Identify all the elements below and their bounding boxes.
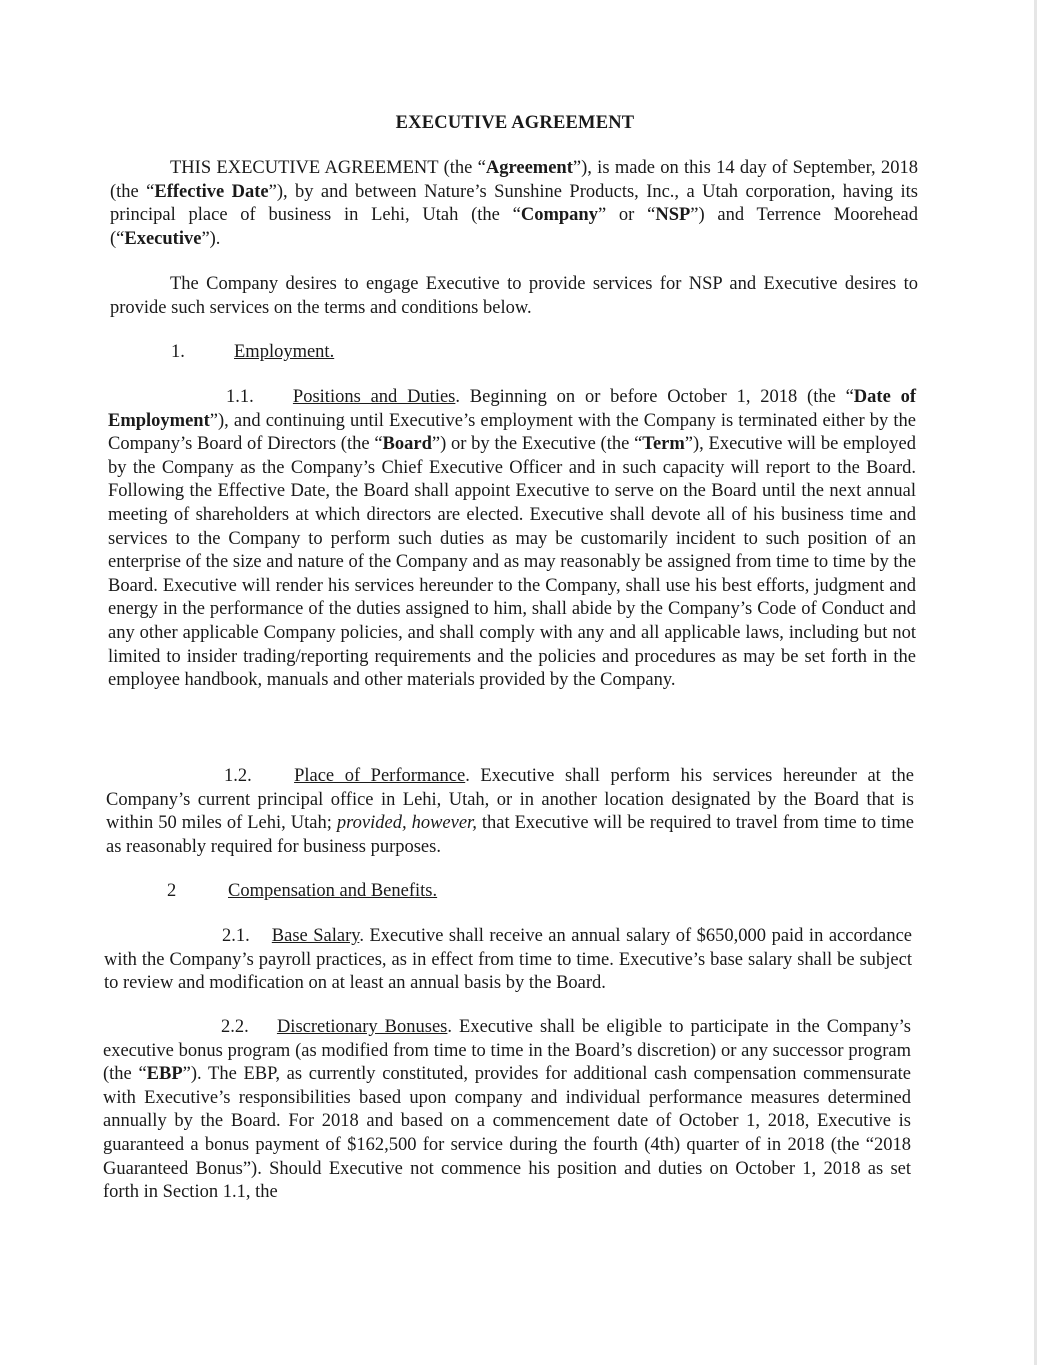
section-1-number: 1. (171, 342, 185, 362)
page-edge-shadow (1034, 0, 1037, 1365)
section-2-heading: Compensation and Benefits. (228, 881, 438, 901)
intro-paragraph: THIS EXECUTIVE AGREEMENT (the “Agreement”), is made on this 14 day of September, 2018 (the “Effective Date”), by and between Nature’s Sunshine Products, Inc., a Utah corporation, having its principal place of business in Lehi, Utah (the “Company” or “NSP”) and Terrence Moorehead (“Executive”). (110, 158, 918, 249)
section-2-1-paragraph: 2.1. Base Salary. Executive shall receive an annual salary of $650,000 paid in accordance with the Company’s payroll practices, as in effect from time to time. Executive’s base salary shall be subject to review and modification on at least an annual basis by the Board. (104, 926, 912, 994)
section-1-heading: Employment. (234, 342, 335, 362)
section-2-2-heading: Discretionary Bonuses (276, 1017, 448, 1037)
section-2-1-number: 2.1. (222, 926, 250, 946)
section-1-1-heading: Positions and Duties (292, 387, 456, 407)
document-title: EXECUTIVE AGREEMENT (395, 113, 635, 133)
section-2-number: 2 (167, 881, 177, 901)
section-2-1-heading: Base Salary (271, 926, 360, 946)
section-2-2-paragraph: 2.2. Discretionary Bonuses. Executive shall be eligible to participate in the Company’s executive bonus program (as modified from time to time in the Board’s discretion) or any successor program (the “EBP”). The EBP, as currently constituted, provides for additional cash compensation commensurate with Executive’s responsibilities based upon company and individual performance measures determined annually by the Board. For 2018 and based on a commencement date of October 1, 2018, Executive is guaranteed a bonus payment of $162,500 for service during the fourth (4th) quarter of in 2018 (the “2018 Guaranteed Bonus”). Should Executive not commence his position and duties on October 1, 2018 as set forth in Section 1.1, the (103, 1017, 911, 1203)
section-2-2-number: 2.2. (221, 1017, 249, 1037)
recital-paragraph: The Company desires to engage Executive to provide services for NSP and Executive desires to provide such services on the terms and conditions below. (110, 274, 918, 318)
section-1-2-paragraph: 1.2. Place of Performance. Executive shall perform his services hereunder at the Company’s current principal office in Lehi, Utah, or in another location designated by the Board that is within 50 miles of Lehi, Utah; provided, however, that Executive will be required to travel from time to time as reasonably required for business purposes. (106, 766, 915, 857)
section-1-1-number: 1.1. (226, 387, 254, 407)
section-1-1-paragraph: 1.1. Positions and Duties. Beginning on or before October 1, 2018 (the “Date of Employment”), and continuing until Executive’s employment with the Company is terminated either by the Company’s Board of Directors (the “Board”) or by the Executive (the “Term”), Executive will be employed by the Company as the Company’s Chief Executive Officer and in such capacity will report to the Board. Following the Effective Date, the Board shall appoint Executive to serve on the Board until the next annual meeting of shareholders at which directors are elected. Executive shall devote all of his business time and services to the Company to perform such duties as may be customarily incident to such position of an enterprise of the size and nature of the Company and as may reasonably be assigned from time to time by the Board. Executive will render his services hereunder to the Company, shall use his best efforts, judgment and energy in the performance of the duties assigned to him, shall abide by the Company’s Code of Conduct and any other applicable Company policies, and shall comply with any and all applicable laws, including but not limited to insider trading/reporting requirements and the policies and procedures as may be set forth in the employee handbook, manuals and other materials provided by the Company. (108, 387, 916, 691)
section-1-2-heading: Place of Performance (294, 766, 466, 786)
section-1-2-number: 1.2. (224, 766, 252, 786)
